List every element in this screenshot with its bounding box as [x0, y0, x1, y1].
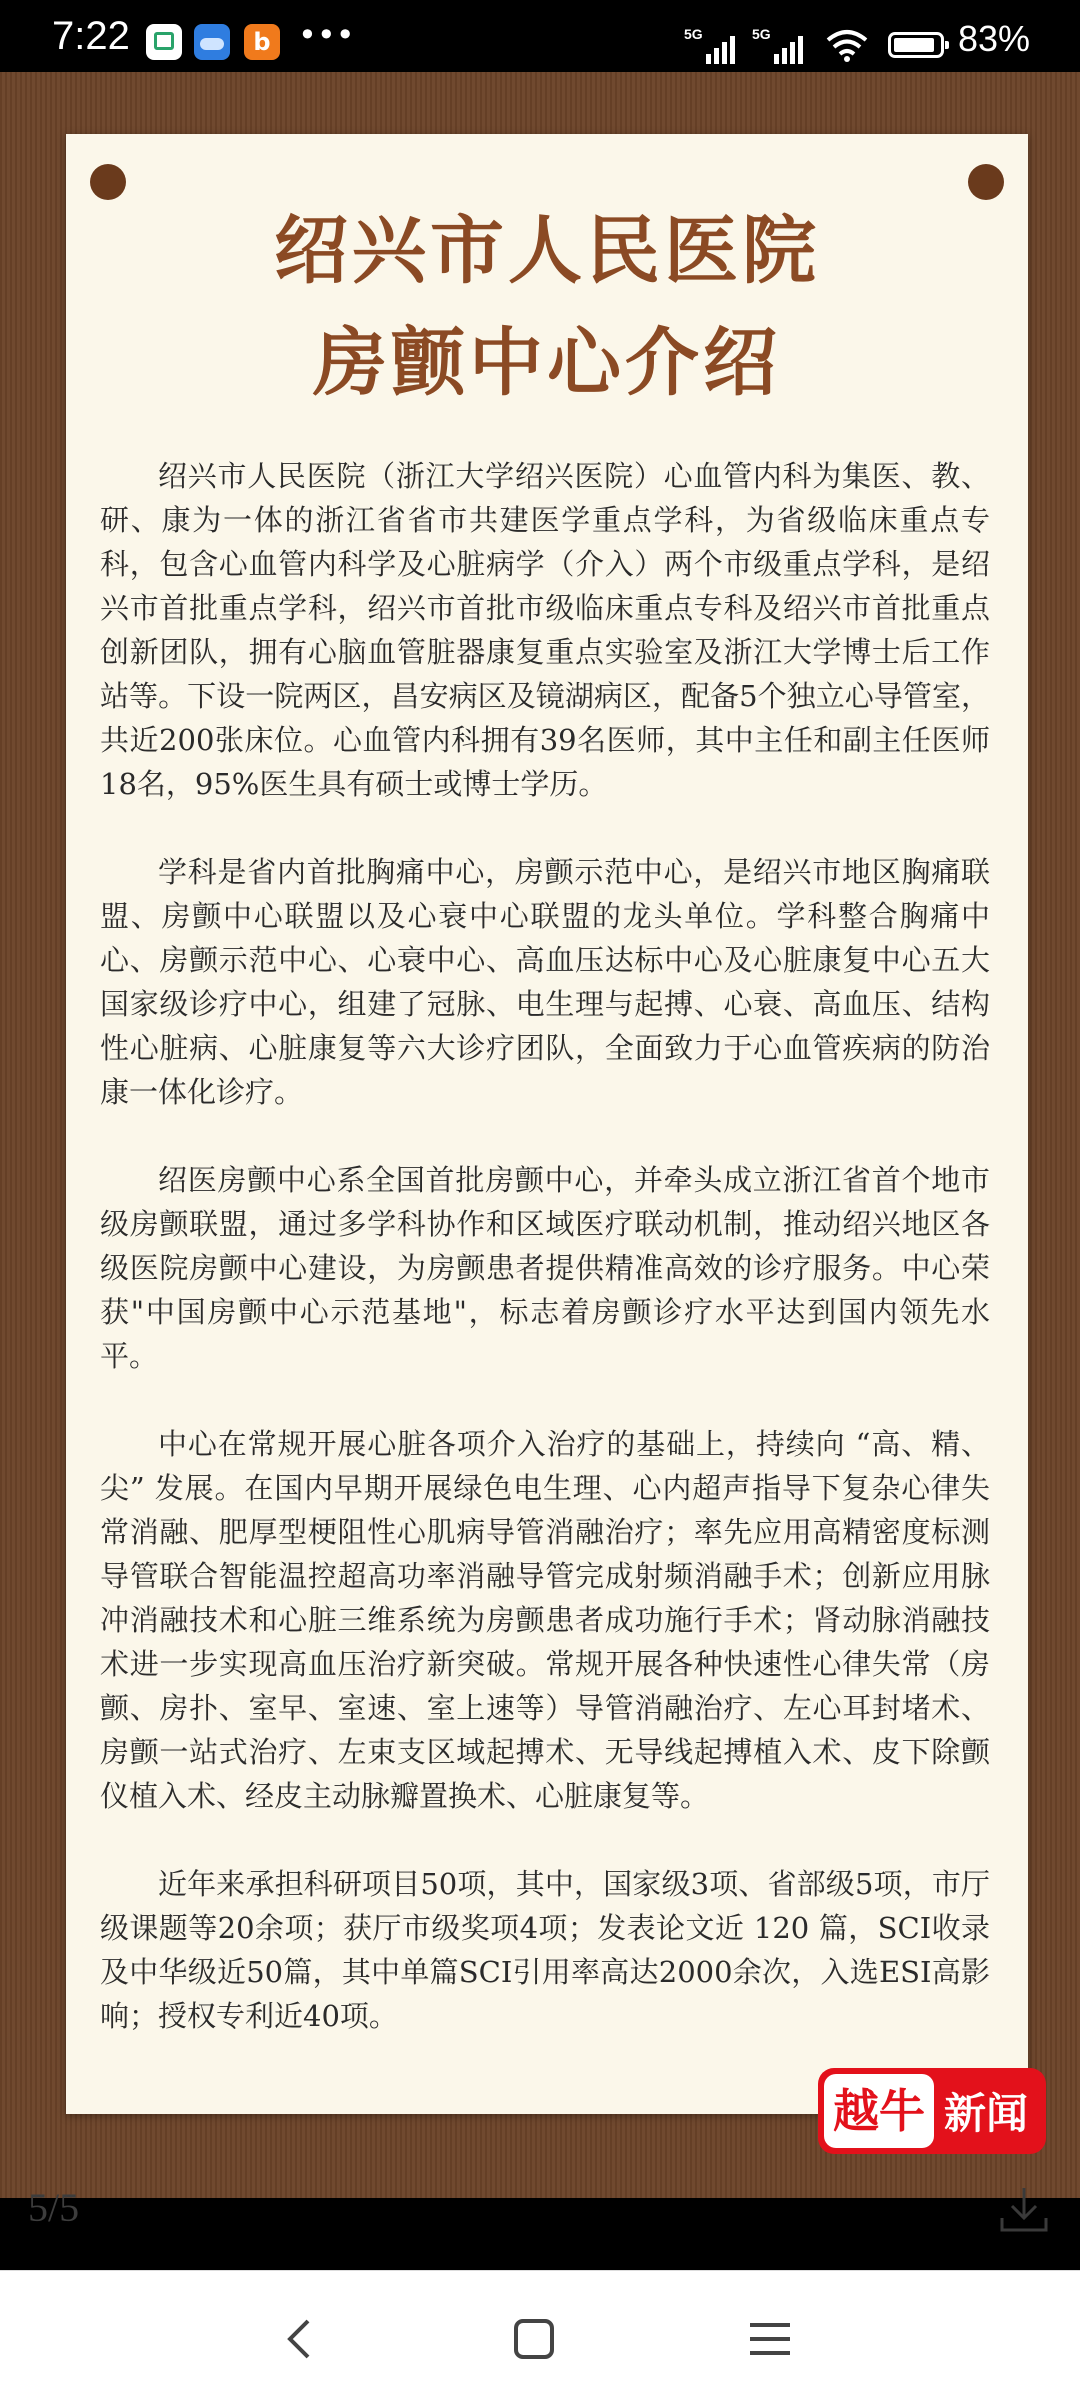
poster-paragraph: 近年来承担科研项目50项，其中，国家级3项、省部级5项，市厅级课题等20余项；获厅市级奖项4项；发表论文近 120 篇，SCI收录及中华级近50篇，其中单篇SCI引用率高达2000余次，入选ESI高影响；授权专利近40项。 [100, 1867, 990, 2033]
page-indicator: 5/5 [28, 2185, 80, 2230]
signal-strength-2-icon [774, 34, 803, 64]
b-app-icon: b [244, 24, 280, 60]
download-icon[interactable] [996, 2182, 1052, 2238]
poster-paragraph: 中心在常规开展心脏各项介入治疗的基础上，持续向 “高、精、尖” 发展。在国内早期开展绿色电生理、心内超声指导下复杂心律失常消融、肥厚型梗阻性心肌病导管消融治疗；率先应用高精密度标测导管联合智能温控超高功率消融导管完成射频消融手术；创新应用脉冲消融技术和心脏三维系统为房颤患者成功施行手术；肾动脉消融技术进一步实现高血压治疗新突破。常规开展各种快速性心律失常（房颤、房扑、室早、室速、室上速等）导管消融治疗、左心耳封堵术、房颤一站式治疗、左束支区域起搏术、无导线起搏植入术、皮下除颤仪植入术、经皮主动脉瓣置换术、心脏康复等。 [100, 1427, 990, 1813]
poster-paper [66, 134, 1028, 2114]
battery-icon [888, 32, 944, 58]
cloud-app-icon [194, 24, 230, 60]
navigation-bar [0, 2270, 1080, 2401]
signal-strength-1-icon [706, 34, 735, 64]
more-notifications-icon: ••• [298, 16, 355, 54]
status-bar [0, 0, 1080, 72]
logo-left-text: 越牛 [824, 2074, 934, 2148]
signal-type-2: 5G [752, 26, 771, 42]
back-icon[interactable] [270, 2309, 330, 2369]
signal-type-1: 5G [684, 26, 703, 42]
poster-title-line1: 绍兴市人民医院 [274, 208, 820, 294]
battery-percent: 83% [958, 18, 1031, 59]
home-icon[interactable] [504, 2309, 564, 2369]
status-time: 7:22 [52, 14, 130, 58]
logo-right-text: 新闻 [944, 2089, 1029, 2138]
smart-home-app-icon [146, 24, 182, 60]
poster-paragraph: 绍医房颤中心系全国首批房颤中心，并牵头成立浙江省首个地市级房颤联盟，通过多学科协作和区域医疗联动机制，推动绍兴地区各级医院房颤中心建设，为房颤患者提供精准高效的诊疗服务。中心荣获"中国房颤中心示范基地"，标志着房颤诊疗水平达到国内领先水平。 [100, 1163, 990, 1373]
menu-icon[interactable] [740, 2309, 800, 2369]
poster-image [0, 72, 1080, 2198]
yueniu-news-logo [818, 2068, 1046, 2154]
poster-title-line2: 房颤中心介绍 [313, 320, 781, 406]
poster-paragraph: 绍兴市人民医院（浙江大学绍兴医院）心血管内科为集医、教、研、康为一体的浙江省省市共建医学重点学科，为省级临床重点专科，包含心血管内科学及心脏病学（介入）两个市级重点学科，是绍兴市首批重点学科，绍兴市首批市级临床重点专科及绍兴市首批重点创新团队，拥有心脑血管脏器康复重点实验室及浙江大学博士后工作站等。下设一院两区，昌安病区及镜湖病区，配备5个独立心导管室，共近200张床位。心血管内科拥有39名医师，其中主任和副主任医师18名，95%医生具有硕士或博士学历。 [100, 459, 990, 801]
poster-body [100, 454, 990, 2082]
poster-paragraph: 学科是省内首批胸痛中心，房颤示范中心，是绍兴市地区胸痛联盟、房颤中心联盟以及心衰中心联盟的龙头单位。学科整合胸痛中心、房颤示范中心、心衰中心、高血压达标中心及心脏康复中心五大国家级诊疗中心，组建了冠脉、电生理与起搏、心衰、高血压、结构性心脏病、心脏康复等六大诊疗团队，全面致力于心血管疾病的防治康一体化诊疗。 [100, 855, 990, 1109]
image-viewer[interactable] [0, 72, 1080, 2230]
wifi-icon [826, 28, 868, 62]
